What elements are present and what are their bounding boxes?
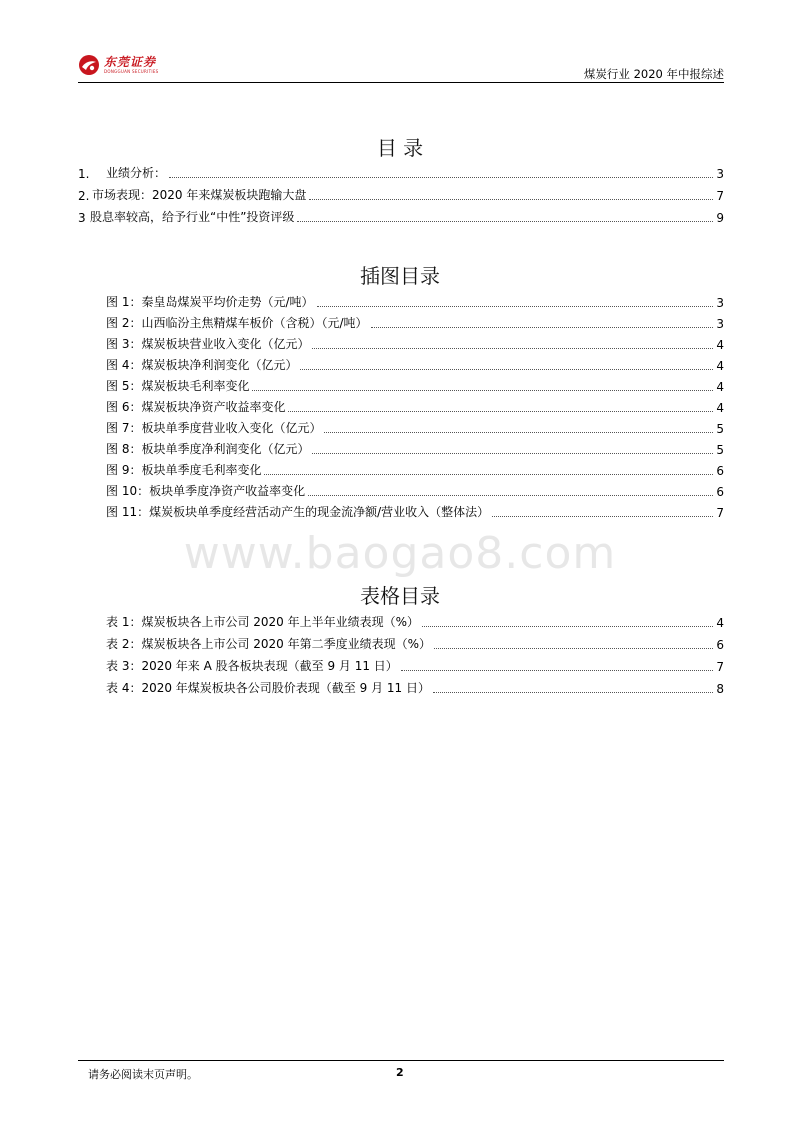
page-header	[78, 52, 724, 82]
figure-entry[interactable]	[106, 483, 724, 499]
logo-chinese-name: 东莞证券	[104, 55, 157, 69]
dot-leader	[401, 670, 713, 671]
table-entry[interactable]	[106, 636, 724, 652]
entry-page: 9	[716, 211, 724, 225]
entry-page: 3	[716, 317, 724, 331]
dot-leader	[492, 516, 713, 517]
entry-label: 图 3：煤炭板块营业收入变化（亿元）	[106, 337, 310, 351]
entry-page: 4	[716, 616, 724, 630]
entry-page: 6	[716, 464, 724, 478]
header-divider	[78, 82, 724, 83]
entry-label: 市场表现：2020 年来煤炭板块跑输大盘	[92, 188, 307, 202]
contents-list	[78, 165, 724, 227]
figure-entry[interactable]	[106, 357, 724, 373]
entry-label: 表 4：2020 年煤炭板块各公司股价表现（截至 9 月 11 日）	[106, 681, 430, 695]
figure-entry[interactable]	[106, 399, 724, 415]
contents-entry[interactable]	[78, 187, 724, 203]
dot-leader	[300, 369, 713, 370]
entry-label: 图 8：板块单季度净利润变化（亿元）	[106, 442, 310, 456]
disclaimer-note: 请务必阅读末页声明。	[88, 1068, 198, 1081]
entry-page: 4	[716, 380, 724, 394]
dot-leader	[288, 411, 713, 412]
footer-divider	[78, 1060, 724, 1061]
figure-entry[interactable]	[106, 336, 724, 352]
entry-page: 7	[716, 506, 724, 520]
report-title: 煤炭行业 2020 年中报综述	[583, 67, 724, 81]
page-number: 2	[396, 1066, 404, 1079]
entry-label: 业绩分析：	[106, 166, 167, 180]
dot-leader	[371, 327, 714, 328]
entry-number: 1.	[78, 167, 90, 181]
dot-leader	[252, 390, 713, 391]
contents-entry[interactable]	[78, 165, 724, 181]
figure-entry[interactable]	[106, 294, 724, 310]
dot-leader	[309, 199, 713, 200]
dot-leader	[264, 474, 713, 475]
dot-leader	[312, 348, 713, 349]
entry-label: 图 2：山西临汾主焦精煤车板价（含税）（元/吨）	[106, 316, 368, 330]
entry-page: 3	[716, 296, 724, 310]
entry-label: 图 7：板块单季度营业收入变化（亿元）	[106, 421, 322, 435]
company-logo	[78, 52, 158, 78]
table-entry[interactable]	[106, 614, 724, 630]
figure-entry[interactable]	[106, 462, 724, 478]
entry-label: 表 2：煤炭板块各上市公司 2020 年第二季度业绩表现（%）	[106, 637, 432, 651]
contents-entry[interactable]	[78, 209, 724, 225]
entry-label: 股息率较高，给予行业“中性”投资评级	[90, 210, 295, 224]
figures-heading: 插图目录	[360, 264, 440, 288]
entry-page: 6	[716, 638, 724, 652]
tables-heading: 表格目录	[360, 584, 440, 608]
dot-leader	[422, 626, 713, 627]
entry-page: 7	[716, 189, 724, 203]
entry-label: 图 11：煤炭板块单季度经营活动产生的现金流净额/营业收入（整体法）	[106, 505, 490, 519]
entry-page: 4	[716, 338, 724, 352]
entry-label: 表 3：2020 年来 A 股各板块表现（截至 9 月 11 日）	[106, 659, 398, 673]
dot-leader	[324, 432, 713, 433]
dot-leader	[433, 692, 713, 693]
logo-icon	[78, 54, 100, 76]
table-entry[interactable]	[106, 680, 724, 696]
figure-entry[interactable]	[106, 378, 724, 394]
figure-entry[interactable]	[106, 420, 724, 436]
entry-label: 图 10：板块单季度净资产收益率变化	[106, 484, 306, 498]
figure-entry[interactable]	[106, 504, 724, 520]
entry-page: 8	[716, 682, 724, 696]
contents-heading: 目 录	[376, 136, 424, 160]
entry-page: 4	[716, 401, 724, 415]
entry-label: 表 1：煤炭板块各上市公司 2020 年上半年业绩表现（%）	[106, 615, 420, 629]
figure-entry[interactable]	[106, 441, 724, 457]
logo-english-name: DONGGUAN SECURITIES	[104, 69, 159, 74]
entry-page: 5	[716, 422, 724, 436]
entry-label: 图 1：秦皇岛煤炭平均价走势（元/吨）	[106, 295, 314, 309]
dot-leader	[297, 221, 713, 222]
dot-leader	[312, 453, 713, 454]
entry-label: 图 4：煤炭板块净利润变化（亿元）	[106, 358, 298, 372]
entry-page: 4	[716, 359, 724, 373]
dot-leader	[169, 177, 713, 178]
watermark: www.baogao8.com	[183, 528, 617, 579]
figure-entry[interactable]	[106, 315, 724, 331]
entry-page: 5	[716, 443, 724, 457]
entry-number: 3	[78, 211, 86, 225]
entry-number: 2.	[78, 189, 90, 203]
entry-page: 7	[716, 660, 724, 674]
table-entry[interactable]	[106, 658, 724, 674]
entry-label: 图 9：板块单季度毛利率变化	[106, 463, 262, 477]
figures-list	[106, 294, 724, 524]
dot-leader	[434, 648, 713, 649]
dot-leader	[317, 306, 714, 307]
entry-label: 图 5：煤炭板块毛利率变化	[106, 379, 250, 393]
entry-page: 6	[716, 485, 724, 499]
tables-list	[106, 614, 724, 698]
dot-leader	[308, 495, 713, 496]
entry-page: 3	[716, 167, 724, 181]
entry-label: 图 6：煤炭板块净资产收益率变化	[106, 400, 286, 414]
